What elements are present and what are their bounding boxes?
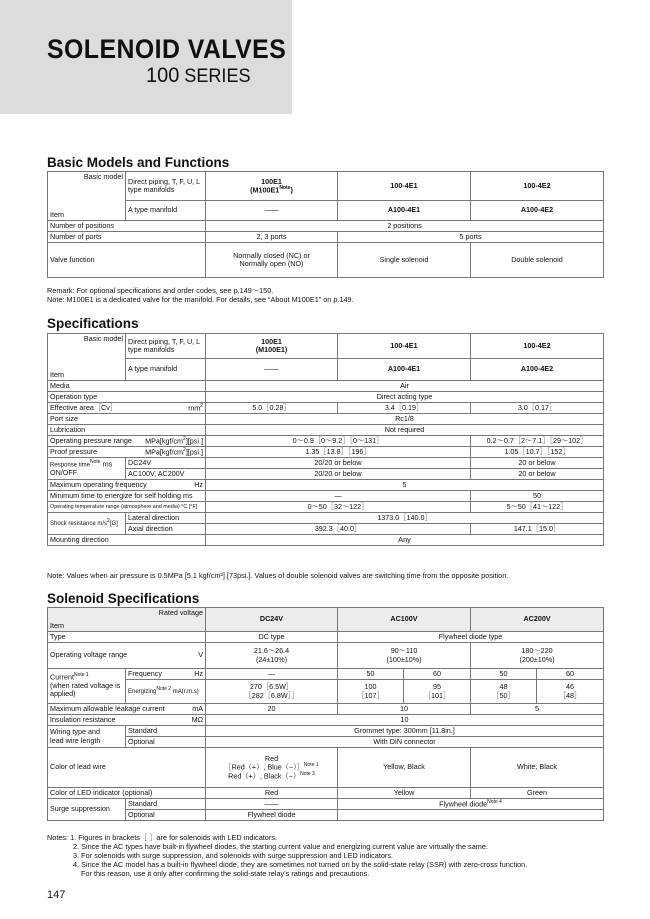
a-type-3: A100-4E2 bbox=[471, 359, 604, 381]
row-sublabel: Optional bbox=[126, 737, 206, 748]
specifications-table bbox=[47, 333, 604, 546]
row-value: Normally closed (NC) or Normally open (NO) bbox=[206, 243, 338, 278]
page-title: SOLENOID VALVES bbox=[47, 34, 287, 64]
row-value: 3.0［0.17］ bbox=[471, 403, 604, 414]
row-value: 10 bbox=[206, 715, 604, 726]
row-sublabel: Standard bbox=[126, 799, 206, 810]
row-label: Valve function bbox=[48, 243, 206, 278]
voltage-ac100v: AC100V bbox=[338, 608, 471, 632]
a-type-label: A type manifold bbox=[126, 359, 206, 381]
row-value: 20/20 or below bbox=[206, 469, 471, 480]
row-label: Lubrication bbox=[48, 425, 206, 436]
row-value: Yellow bbox=[338, 788, 471, 799]
row-value: 1.05［10.7］［152］ bbox=[471, 447, 604, 458]
a-type-1: —— bbox=[206, 201, 338, 221]
header-diagonal-cell: Basic model Item bbox=[48, 334, 126, 381]
row-value: Not required bbox=[206, 425, 604, 436]
page-subtitle: 100 SERIES bbox=[146, 64, 251, 87]
row-value: Air bbox=[206, 381, 604, 392]
row-value: 2 positions bbox=[206, 221, 604, 232]
row-sublabel: Standard bbox=[126, 726, 206, 737]
voltage-ac200v: AC200V bbox=[471, 608, 604, 632]
solenoid-notes: Notes: 1. Figures in brackets［ ］are for solenoids with LED indicators. 2. Since the AC types have built-in flywheel diodes, the starting current value and energizing current value are virtually the same. 3. For solenoids with surge suppression, and solenoids with surge suppression and LED indicators. 4. Since the AC model has a built-in flywheel diode, they are sometimes not turned on by the solid-state relay (SSR) with zero-cross function. For this reason, use it only after confirming the solid-state relay’s ratings and precautions. bbox=[47, 833, 528, 879]
row-value: 1.35［13.8］［196］ bbox=[206, 447, 471, 458]
row-value: 21.6～26.4 (24±10%) bbox=[206, 643, 338, 669]
row-value: Double solenoid bbox=[471, 243, 604, 278]
row-label: Color of lead wire bbox=[48, 748, 206, 788]
row-value: 5 ports bbox=[338, 232, 604, 243]
row-value: 95 ［101］ bbox=[404, 680, 471, 704]
row-value: — bbox=[206, 669, 338, 680]
row-value: Any bbox=[206, 535, 604, 546]
row-label: Number of positions bbox=[48, 221, 206, 232]
row-label: Effective area［Cv］ $mm^2$ bbox=[48, 403, 206, 414]
row-label: Proof pressure $MPa[kgf/cm^2][psi.]$ bbox=[48, 447, 206, 458]
a-type-3: A100-4E2 bbox=[471, 201, 604, 221]
row-value: 60 bbox=[537, 669, 604, 680]
current-label: Current$^{Note 1}$ (when rated voltage is applied) bbox=[48, 669, 126, 704]
model-100e1: 100E1 $(M100E1^{Note})$ bbox=[206, 172, 338, 201]
row-value: 50 bbox=[471, 669, 537, 680]
row-value: 100 ［107］ bbox=[338, 680, 404, 704]
row-value: —— bbox=[206, 799, 338, 810]
row-value: 3.4［0.19］ bbox=[338, 403, 471, 414]
row-sublabel: DC24V bbox=[126, 458, 206, 469]
row-value: 20 or below bbox=[471, 458, 604, 469]
row-sublabel: Frequency Hz bbox=[126, 669, 206, 680]
section-title-basic-models: Basic Models and Functions bbox=[47, 155, 230, 170]
row-value: 20 bbox=[206, 704, 338, 715]
row-value: Direct acting type bbox=[206, 392, 604, 403]
row-value: Flywheel diode bbox=[206, 810, 338, 821]
row-sublabel: Lateral direction bbox=[126, 513, 206, 524]
row-value: 5 bbox=[206, 480, 604, 491]
row-value: 60 bbox=[404, 669, 471, 680]
row-value: — bbox=[206, 491, 471, 502]
model-100-4e2: 100-4E2 bbox=[471, 172, 604, 201]
row-value-empty bbox=[338, 810, 604, 821]
row-value: Red bbox=[206, 788, 338, 799]
model-100-4e1: 100-4E1 bbox=[338, 334, 471, 359]
direct-piping-label: Direct piping, T, F, U, L type manifolds bbox=[126, 172, 206, 201]
row-value: 147.1［15.0］ bbox=[471, 524, 604, 535]
row-value: 270［6.5W］ ［282［6.8W］］ bbox=[206, 680, 338, 704]
row-value: Red ［Red（+）, Blue（−）］$^{Note 1}$ Red（+）, $Black(-)^{Note 3}$ bbox=[206, 748, 338, 788]
row-value: 5 bbox=[471, 704, 604, 715]
row-sublabel: AC100V, AC200V bbox=[126, 469, 206, 480]
model-100-4e2: 100-4E2 bbox=[471, 334, 604, 359]
surge-label: Surge suppression bbox=[48, 799, 126, 821]
row-value: 0.2～0.7［2～7.1］［29～102］ bbox=[471, 436, 604, 447]
row-value: Grommet type: 300mm [11.8in.] bbox=[206, 726, 604, 737]
row-value: 1373.0［140.0］ bbox=[206, 513, 604, 524]
row-value: 10 bbox=[338, 704, 471, 715]
row-value: 46 ［48］ bbox=[537, 680, 604, 704]
row-label: Operating pressure range $MPa[kgf/cm^2][psi.]$ bbox=[48, 436, 206, 447]
row-label: Mounting direction bbox=[48, 535, 206, 546]
row-value: Flywheel diode type bbox=[338, 632, 604, 643]
row-value: 2, 3 ports bbox=[206, 232, 338, 243]
row-value: Rc1/8 bbox=[206, 414, 604, 425]
row-label: Operating temperature range (atmosphere and media) °C [°F] bbox=[48, 502, 206, 513]
row-label: Color of LED indicator (optional) bbox=[48, 788, 206, 799]
row-label: Operating voltage range V bbox=[48, 643, 206, 669]
row-label: Media bbox=[48, 381, 206, 392]
a-type-1: —— bbox=[206, 359, 338, 381]
a-type-2: A100-4E1 bbox=[338, 359, 471, 381]
basic-models-table bbox=[47, 171, 604, 278]
shock-resistance-label: Shock resistance $m/s^2[G]$ bbox=[48, 513, 126, 535]
row-value: With DIN connector bbox=[206, 737, 604, 748]
row-value: 20 or below bbox=[471, 469, 604, 480]
wiring-label: Wiring type and lead wire length bbox=[48, 726, 126, 748]
row-sublabel: Energizing$^{Note 2}$ mA(r.m.s) bbox=[126, 680, 206, 704]
row-value: 20/20 or below bbox=[206, 458, 471, 469]
row-value: DC type bbox=[206, 632, 338, 643]
solenoid-specifications-table bbox=[47, 607, 604, 821]
row-value: 90～110 (100±10%) bbox=[338, 643, 471, 669]
row-value: 0～0.9［0～9.2］［0～131］ bbox=[206, 436, 471, 447]
row-label: Maximum operating frequency Hz bbox=[48, 480, 206, 491]
remark-text: Remark: For optional specifications and order codes, see p.149～150. Note: M100E1 is a dedicated valve for the manifold. For details, see “About M100E1” on p.149. bbox=[47, 286, 354, 305]
row-value: 0～50［32～122］ bbox=[206, 502, 471, 513]
a-type-2: A100-4E1 bbox=[338, 201, 471, 221]
row-value: 392.3［40.0］ bbox=[206, 524, 471, 535]
row-sublabel: Optional bbox=[126, 810, 206, 821]
header-diagonal-cell: Basic model Item bbox=[48, 172, 126, 221]
row-value: 50 bbox=[471, 491, 604, 502]
row-value: 5～50［41～122］ bbox=[471, 502, 604, 513]
section-title-solenoid: Solenoid Specifications bbox=[47, 591, 200, 606]
row-value: 180～220 (200±10%) bbox=[471, 643, 604, 669]
spec-note: Note: Values when air pressure is 0.5MPa [5.1 kgf/cm²] [73psi.]. Values of double solenoid valves are switching time from the opposite position. bbox=[47, 571, 509, 580]
header-diagonal-cell: Rated voltage Item bbox=[48, 608, 206, 632]
row-value: Yellow, Black bbox=[338, 748, 471, 788]
row-label: Port size bbox=[48, 414, 206, 425]
row-value: White, Black bbox=[471, 748, 604, 788]
row-label: Type bbox=[48, 632, 206, 643]
row-label: Maximum allowable leakage current mA bbox=[48, 704, 206, 715]
row-value: 48 ［50］ bbox=[471, 680, 537, 704]
direct-piping-label: Direct piping, T, F, U, L type manifolds bbox=[126, 334, 206, 359]
section-title-specifications: Specifications bbox=[47, 316, 139, 331]
row-sublabel: Axial direction bbox=[126, 524, 206, 535]
row-value: 5.0［0.28］ bbox=[206, 403, 338, 414]
model-100e1: 100E1 (M100E1) bbox=[206, 334, 338, 359]
row-value: 50 bbox=[338, 669, 404, 680]
row-value: Green bbox=[471, 788, 604, 799]
row-label: Minimum time to energize for self holding ms bbox=[48, 491, 206, 502]
row-value: Flywheel diode$^{Note 4}$ bbox=[338, 799, 604, 810]
a-type-label: A type manifold bbox=[126, 201, 206, 221]
row-value: Single solenoid bbox=[338, 243, 471, 278]
model-100-4e1: 100-4E1 bbox=[338, 172, 471, 201]
page-number: 147 bbox=[47, 889, 66, 901]
row-label: Operation type bbox=[48, 392, 206, 403]
row-label: Number of ports bbox=[48, 232, 206, 243]
voltage-dc24v: DC24V bbox=[206, 608, 338, 632]
row-label: Insulation resistance MΩ bbox=[48, 715, 206, 726]
response-time-label: Response time$^{Note}$ ms ON/OFF bbox=[48, 458, 126, 480]
